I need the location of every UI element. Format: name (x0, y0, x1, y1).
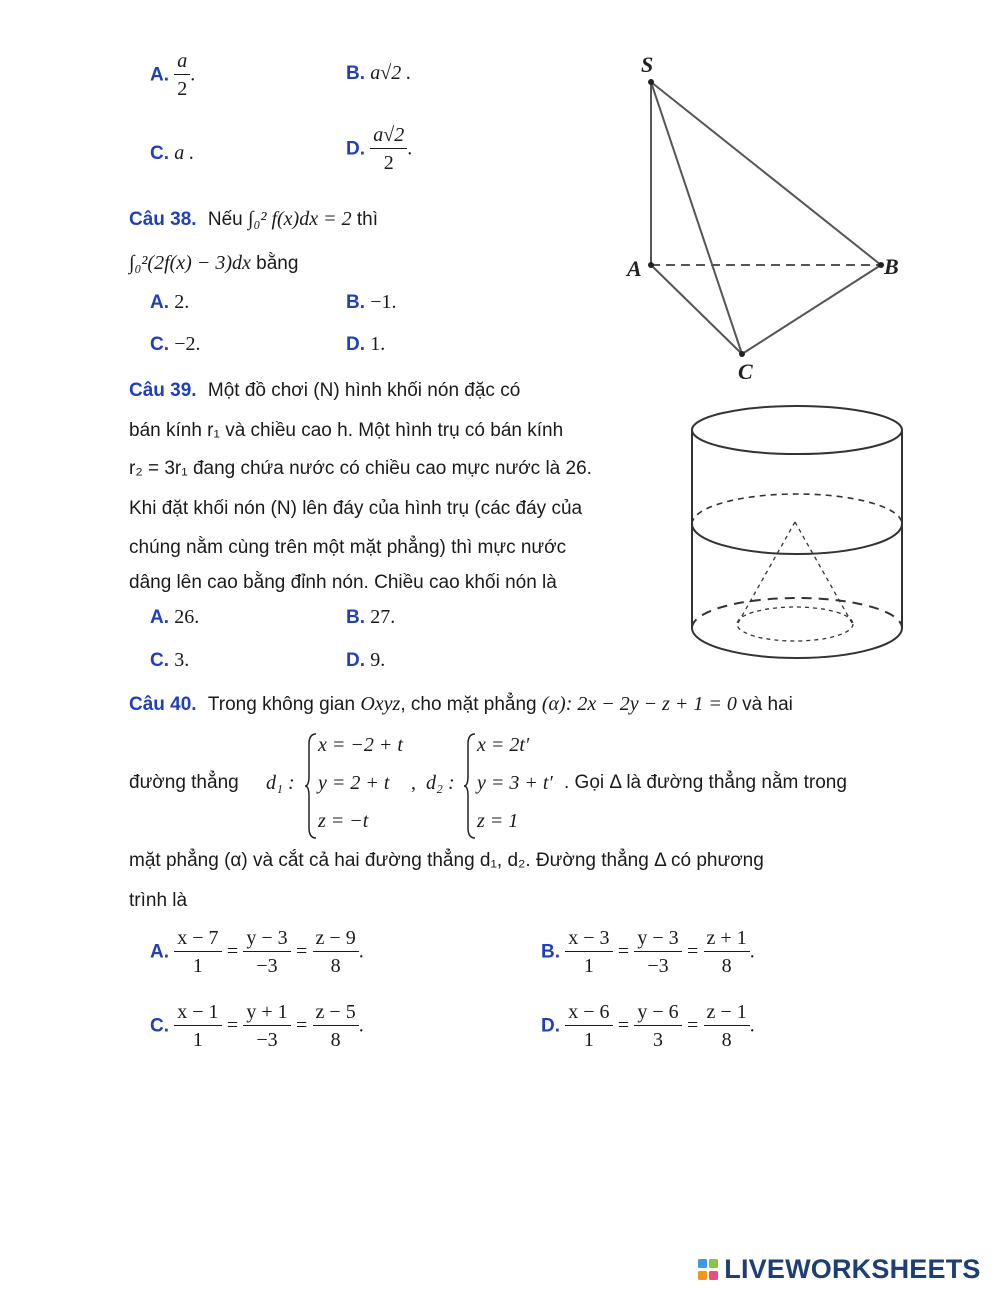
vertex-b-label: B (884, 254, 899, 279)
edge-bc (742, 265, 881, 354)
q40-plane-equation: (α): 2x − 2y − z + 1 = 0 (541, 693, 737, 715)
q40-b-frac-x: $\frac{x - 3}{1}$ (565, 925, 612, 980)
q39-label: Câu 39. (129, 380, 197, 401)
edge-sb (651, 82, 881, 265)
q39-text-6: dâng lên cao bằng đỉnh nón. Chiều cao khối nón là (129, 572, 557, 593)
q40-a-frac-y: $\frac{y - 3}{-3}$ (243, 925, 290, 980)
q39-option-c-label: C. (150, 650, 169, 671)
q40-label: Câu 40. (129, 694, 197, 715)
q40-separator: , (411, 772, 416, 794)
q40-option-b[interactable]: B. $\frac{x - 3}{1}$ = $\frac{y - 3}{-3}$ = $\frac{z + 1}{8}$ . (541, 925, 755, 980)
liveworksheets-icon (697, 1258, 719, 1282)
cylinder-cone-figure (686, 400, 916, 670)
q38-option-b[interactable] (346, 291, 397, 314)
q39-text-5: chúng nằm cùng trên một mặt phẳng) thì mực nước (129, 537, 567, 558)
q40-c-frac-y: $\frac{y + 1}{-3}$ (243, 999, 290, 1054)
q38-asked-integral: ∫₀²(2f(x) − 3)dx (129, 252, 251, 274)
d2-eq-y: y = 3 + t′ (477, 772, 553, 794)
d1-eq-x: x = −2 + t (318, 734, 403, 756)
q40-d-frac-z: $\frac{z - 1}{8}$ (704, 999, 750, 1054)
liveworksheets-logo[interactable] (697, 1254, 981, 1286)
q40-space: Oxyz (360, 693, 401, 715)
q40-b-frac-z: $\frac{z + 1}{8}$ (704, 925, 750, 980)
q37-option-d[interactable]: D. $\frac{a√2}{2}$ . (346, 122, 412, 177)
q38-label: Câu 38. (129, 209, 197, 230)
q37-option-c-value: a . (174, 142, 195, 164)
cone-left-edge (738, 522, 795, 623)
liveworksheets-wordmark: LIVEWORKSHEETS (724, 1254, 981, 1284)
q37-option-b[interactable] (346, 62, 411, 85)
q39-text-2: bán kính r₁ và chiều cao h. Một hình trụ có bán kính (129, 420, 564, 441)
q40-d-frac-y: $\frac{y - 6}{3}$ (634, 999, 681, 1054)
d2-eq-x: x = 2t′ (477, 734, 530, 756)
q39-option-a[interactable] (150, 606, 199, 629)
q38-option-d[interactable] (346, 333, 385, 356)
q38-option-c-label: C. (150, 334, 169, 355)
q37-option-c[interactable] (150, 142, 194, 165)
q40-d2-name: d₂ : (426, 772, 455, 794)
q40-text-mid: , cho mặt phẳng (400, 694, 537, 715)
q40-text-goi: . Gọi Δ là đường thẳng nằm trong (564, 772, 847, 793)
q40-option-d-label: D. (541, 1015, 560, 1037)
cylinder-bottom-front (692, 628, 902, 658)
q38-option-c[interactable] (150, 333, 201, 356)
q39-text-1: Một đồ chơi (N) hình khối nón đặc có (207, 380, 521, 401)
q38-given-integral: ∫₀² f(x)dx = 2 (248, 208, 352, 230)
q38-text-post: thì (356, 209, 378, 230)
q40-option-b-label: B. (541, 941, 560, 963)
q39-option-a-value: 26. (174, 606, 200, 628)
q39-option-b[interactable] (346, 606, 395, 629)
q40-d1-name: d₁ : (266, 772, 295, 794)
q39-option-d-value: 9. (370, 649, 386, 671)
q37-option-b-value: a√2 . (370, 62, 412, 84)
q38-option-c-value: −2. (174, 333, 201, 355)
q39-text-4: Khi đặt khối nón (N) lên đáy của hình trụ (các đáy của (129, 498, 583, 519)
q40-b-frac-y: $\frac{y - 3}{-3}$ (634, 925, 681, 980)
q40-a-frac-x: $\frac{x - 7}{1}$ (174, 925, 221, 980)
d1-system (318, 732, 418, 842)
q40-option-c-label: C. (150, 1015, 169, 1037)
q40-option-a[interactable]: A. $\frac{x - 7}{1}$ = $\frac{y - 3}{-3}$ = $\frac{z - 9}{8}$ . (150, 925, 364, 980)
q40-d-frac-x: $\frac{x - 6}{1}$ (565, 999, 612, 1054)
q40-text-duong-thang: đường thẳng (129, 772, 239, 793)
q39-option-d-label: D. (346, 650, 365, 671)
q40-a-frac-z: $\frac{z - 9}{8}$ (313, 925, 359, 980)
d2-system (477, 732, 567, 842)
q37-option-b-label: B. (346, 63, 365, 84)
q40-c-frac-z: $\frac{z - 5}{8}$ (313, 999, 359, 1054)
q38-option-b-label: B. (346, 292, 365, 313)
d1-eq-z: z = −t (318, 810, 369, 832)
q38-line2 (129, 252, 298, 275)
q39-option-b-value: 27. (370, 606, 396, 628)
q37-option-a[interactable]: A. $\frac{a}{2}$ . (150, 48, 195, 103)
q40-text-3: mặt phẳng (α) và cắt cả hai đường thẳng d₁, d₂. Đường thẳng Δ có phương (129, 850, 764, 871)
q38-option-a-value: 2. (174, 291, 190, 313)
q40-option-d[interactable]: D. $\frac{x - 6}{1}$ = $\frac{y - 6}{3}$ = $\frac{z - 1}{8}$ . (541, 999, 755, 1054)
cone-right-edge (795, 522, 852, 623)
q40-option-c[interactable]: C. $\frac{x - 1}{1}$ = $\frac{y + 1}{-3}$ = $\frac{z - 5}{8}$ . (150, 999, 364, 1054)
water-level-front (692, 524, 902, 554)
q40-line1 (129, 693, 793, 716)
q39-option-b-label: B. (346, 607, 365, 628)
q40-option-a-label: A. (150, 941, 169, 963)
edge-ac (651, 265, 742, 354)
q38-text-bang: bằng (256, 253, 299, 274)
q37-option-c-label: C. (150, 143, 169, 164)
vertex-c-label: C (738, 359, 753, 384)
q38-option-d-value: 1. (370, 333, 386, 355)
q39-text-3: r₂ = 3r₁ đang chứa nước có chiều cao mực nước là 26. (129, 458, 592, 479)
q38-line1 (129, 208, 378, 231)
q40-text-4: trình là (129, 890, 188, 911)
edge-sc (651, 82, 742, 354)
cylinder-top-ellipse (692, 406, 902, 454)
q38-option-b-value: −1. (370, 291, 397, 313)
q40-c-frac-x: $\frac{x - 1}{1}$ (174, 999, 221, 1054)
q39-line1 (129, 380, 520, 402)
q39-option-d[interactable] (346, 649, 385, 672)
q38-option-a-label: A. (150, 292, 169, 313)
vertex-s-label: S (641, 52, 654, 77)
water-level-back (692, 494, 902, 524)
d2-eq-z: z = 1 (477, 810, 519, 832)
cylinder-bottom-back (692, 598, 902, 628)
q38-option-a[interactable] (150, 291, 189, 314)
q37-option-a-label: A. (150, 64, 169, 86)
vertex-a-label: A (627, 256, 642, 281)
d2-brace (463, 732, 477, 840)
q37-option-a-fraction: $\frac{a}{2}$ (174, 48, 190, 103)
q37-option-d-label: D. (346, 138, 365, 160)
q39-option-a-label: A. (150, 607, 169, 628)
q37-option-d-fraction: $\frac{a√2}{2}$ (370, 122, 407, 177)
q40-text-post: và hai (742, 694, 793, 715)
q38-text-pre: Nếu (207, 209, 243, 230)
q40-text-pre: Trong không gian (207, 694, 356, 715)
q39-option-c[interactable] (150, 649, 189, 672)
q39-option-c-value: 3. (174, 649, 190, 671)
q38-option-d-label: D. (346, 334, 365, 355)
d1-eq-y: y = 2 + t (318, 772, 390, 794)
d1-brace (304, 732, 318, 840)
cone-base (737, 607, 853, 641)
pyramid-figure (620, 48, 920, 388)
